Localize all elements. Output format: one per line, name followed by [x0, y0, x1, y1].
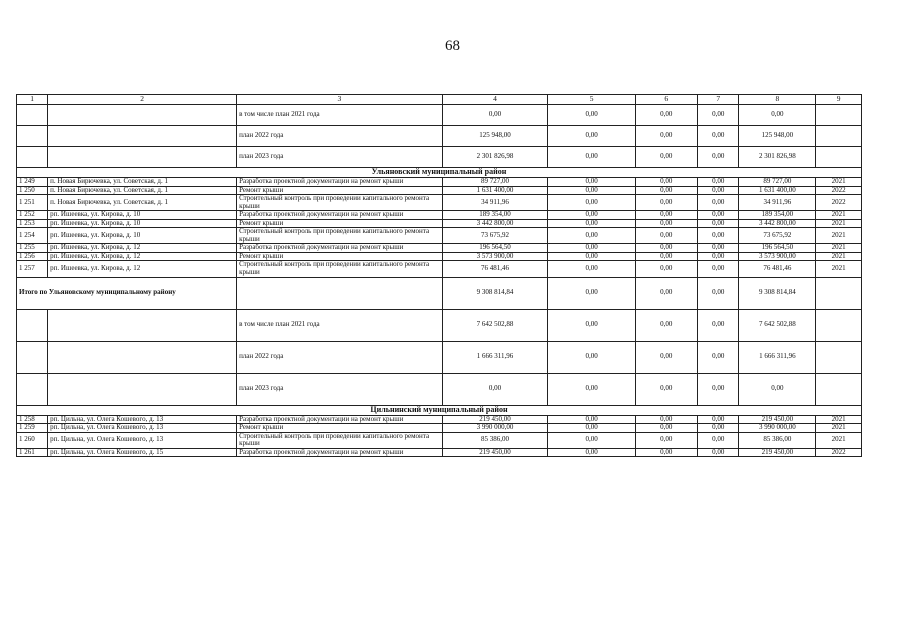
- plan-label: в том числе план 2021 года: [237, 105, 443, 126]
- work-type-cell: Строительный контроль при проведении капитального ремонта крыши: [237, 261, 443, 277]
- amount-cell: 0,00: [697, 178, 739, 187]
- amount-cell: 0,00: [635, 424, 697, 433]
- empty-cell: [17, 309, 48, 341]
- section-header-row: [17, 168, 862, 178]
- table-row: [17, 186, 862, 195]
- amount-cell: 0,00: [697, 252, 739, 261]
- amount-cell: 0,00: [697, 341, 739, 373]
- address-cell: рп. Ишеевка, ул. Кирова, д. 12: [48, 252, 237, 261]
- address-cell: п. Новая Бирючевка, ул. Советская, д. 1: [48, 186, 237, 195]
- page-number: 68: [445, 38, 460, 54]
- row-number: 1 251: [17, 195, 48, 211]
- amount-cell: 0,00: [442, 105, 548, 126]
- table-row: [17, 261, 862, 277]
- amount-cell: 196 564,50: [442, 244, 548, 253]
- amount-cell: 196 564,50: [739, 244, 816, 253]
- empty-cell: [48, 126, 237, 147]
- plan-label: план 2022 года: [237, 126, 443, 147]
- amount-cell: 0,00: [697, 373, 739, 405]
- header-cell: 6: [635, 95, 697, 105]
- amount-cell: 0,00: [697, 211, 739, 220]
- plan-row: [17, 309, 862, 341]
- amount-cell: 0,00: [548, 186, 635, 195]
- amount-cell: 0,00: [697, 228, 739, 244]
- work-type-cell: Строительный контроль при проведении капитального ремонта крыши: [237, 432, 443, 448]
- amount-cell: 0,00: [548, 195, 635, 211]
- table-body: [17, 95, 862, 457]
- amount-cell: 1 631 400,00: [739, 186, 816, 195]
- amount-cell: 0,00: [548, 105, 635, 126]
- amount-cell: 3 442 800,00: [442, 219, 548, 228]
- header-cell: 1: [17, 95, 48, 105]
- address-cell: рп. Цильна, ул. Олега Кошевого, д. 13: [48, 424, 237, 433]
- plan-row: [17, 126, 862, 147]
- row-number: 1 254: [17, 228, 48, 244]
- year-cell: 2022: [816, 195, 862, 211]
- amount-cell: 85 386,00: [442, 432, 548, 448]
- amount-cell: 7 642 502,88: [442, 309, 548, 341]
- amount-cell: 73 675,92: [739, 228, 816, 244]
- amount-cell: 125 948,00: [442, 126, 548, 147]
- table-row: [17, 415, 862, 424]
- amount-cell: 9 308 814,84: [739, 277, 816, 309]
- empty-cell: [816, 105, 862, 126]
- amount-cell: 0,00: [635, 228, 697, 244]
- amount-cell: 76 481,46: [442, 261, 548, 277]
- plan-row: [17, 147, 862, 168]
- work-type-cell: Ремонт крыши: [237, 219, 443, 228]
- empty-cell: [17, 105, 48, 126]
- amount-cell: 0,00: [697, 186, 739, 195]
- amount-cell: 0,00: [697, 244, 739, 253]
- year-cell: 2022: [816, 186, 862, 195]
- address-cell: рп. Цильна, ул. Олега Кошевого, д. 13: [48, 432, 237, 448]
- amount-cell: 0,00: [739, 373, 816, 405]
- amount-cell: 3 990 000,00: [739, 424, 816, 433]
- amount-cell: 0,00: [635, 126, 697, 147]
- total-row: [17, 277, 862, 309]
- amount-cell: 0,00: [635, 252, 697, 261]
- year-cell: 2021: [816, 219, 862, 228]
- header-cell: 4: [442, 95, 548, 105]
- amount-cell: 3 442 800,00: [739, 219, 816, 228]
- empty-cell: [816, 373, 862, 405]
- amount-cell: 0,00: [548, 309, 635, 341]
- address-cell: п. Новая Бирючевка, ул. Советская, д. 1: [48, 178, 237, 187]
- amount-cell: 0,00: [548, 244, 635, 253]
- amount-cell: 0,00: [697, 309, 739, 341]
- work-type-cell: Разработка проектной документации на ремонт крыши: [237, 178, 443, 187]
- amount-cell: 189 354,00: [442, 211, 548, 220]
- amount-cell: 0,00: [548, 277, 635, 309]
- repair-program-table: [16, 94, 862, 457]
- header-cell: 5: [548, 95, 635, 105]
- amount-cell: 0,00: [635, 178, 697, 187]
- table-row: [17, 252, 862, 261]
- empty-cell: [816, 126, 862, 147]
- table-row: [17, 219, 862, 228]
- amount-cell: 0,00: [635, 147, 697, 168]
- row-number: 1 258: [17, 415, 48, 424]
- amount-cell: 0,00: [548, 424, 635, 433]
- amount-cell: 0,00: [697, 415, 739, 424]
- work-type-cell: Строительный контроль при проведении капитального ремонта крыши: [237, 228, 443, 244]
- amount-cell: 0,00: [697, 126, 739, 147]
- header-cell: 9: [816, 95, 862, 105]
- amount-cell: 0,00: [548, 211, 635, 220]
- amount-cell: 0,00: [548, 228, 635, 244]
- amount-cell: 1 631 400,00: [442, 186, 548, 195]
- table-row: [17, 228, 862, 244]
- year-cell: 2021: [816, 432, 862, 448]
- table-row: [17, 432, 862, 448]
- work-type-cell: Разработка проектной документации на ремонт крыши: [237, 415, 443, 424]
- empty-cell: [48, 147, 237, 168]
- amount-cell: 0,00: [442, 373, 548, 405]
- year-cell: 2021: [816, 424, 862, 433]
- address-cell: рп. Ишеевка, ул. Кирова, д. 10: [48, 219, 237, 228]
- header-cell: 7: [697, 95, 739, 105]
- year-cell: 2021: [816, 178, 862, 187]
- amount-cell: 0,00: [548, 219, 635, 228]
- amount-cell: 0,00: [635, 211, 697, 220]
- empty-cell: [17, 126, 48, 147]
- row-number: 1 257: [17, 261, 48, 277]
- amount-cell: 1 666 311,96: [739, 341, 816, 373]
- plan-row: [17, 105, 862, 126]
- amount-cell: 0,00: [635, 415, 697, 424]
- table-row: [17, 244, 862, 253]
- work-type-cell: Ремонт крыши: [237, 186, 443, 195]
- work-type-cell: Разработка проектной документации на ремонт крыши: [237, 211, 443, 220]
- year-cell: 2021: [816, 211, 862, 220]
- amount-cell: 0,00: [635, 373, 697, 405]
- amount-cell: 0,00: [697, 261, 739, 277]
- empty-cell: [48, 105, 237, 126]
- row-number: 1 256: [17, 252, 48, 261]
- amount-cell: 0,00: [635, 219, 697, 228]
- empty-cell: [816, 309, 862, 341]
- amount-cell: 0,00: [635, 448, 697, 457]
- amount-cell: 0,00: [635, 432, 697, 448]
- row-number: 1 255: [17, 244, 48, 253]
- amount-cell: 0,00: [548, 432, 635, 448]
- row-number: 1 259: [17, 424, 48, 433]
- amount-cell: 0,00: [697, 448, 739, 457]
- empty-cell: [237, 277, 443, 309]
- year-cell: 2021: [816, 252, 862, 261]
- work-type-cell: Ремонт крыши: [237, 424, 443, 433]
- amount-cell: 7 642 502,88: [739, 309, 816, 341]
- address-cell: рп. Цильна, ул. Олега Кошевого, д. 15: [48, 448, 237, 457]
- amount-cell: 34 911,96: [442, 195, 548, 211]
- year-cell: 2021: [816, 228, 862, 244]
- empty-cell: [17, 373, 48, 405]
- amount-cell: 3 990 000,00: [442, 424, 548, 433]
- empty-cell: [48, 373, 237, 405]
- empty-cell: [816, 147, 862, 168]
- work-type-cell: Разработка проектной документации на ремонт крыши: [237, 448, 443, 457]
- row-number: 1 249: [17, 178, 48, 187]
- address-cell: рп. Ишеевка, ул. Кирова, д. 12: [48, 244, 237, 253]
- amount-cell: 0,00: [697, 147, 739, 168]
- amount-cell: 0,00: [635, 261, 697, 277]
- year-cell: 2021: [816, 261, 862, 277]
- empty-cell: [17, 147, 48, 168]
- empty-cell: [48, 341, 237, 373]
- amount-cell: 0,00: [635, 277, 697, 309]
- amount-cell: 89 727,00: [739, 178, 816, 187]
- address-cell: рп. Ишеевка, ул. Кирова, д. 12: [48, 261, 237, 277]
- year-cell: 2021: [816, 415, 862, 424]
- address-cell: п. Новая Бирючевка, ул. Советская, д. 1: [48, 195, 237, 211]
- year-cell: 2021: [816, 244, 862, 253]
- table-row: [17, 424, 862, 433]
- row-number: 1 261: [17, 448, 48, 457]
- header-cell: 3: [237, 95, 443, 105]
- amount-cell: 189 354,00: [739, 211, 816, 220]
- amount-cell: 0,00: [548, 178, 635, 187]
- amount-cell: 219 450,00: [442, 448, 548, 457]
- work-type-cell: Разработка проектной документации на ремонт крыши: [237, 244, 443, 253]
- plan-row: [17, 373, 862, 405]
- header-cell: 8: [739, 95, 816, 105]
- amount-cell: 0,00: [548, 147, 635, 168]
- total-label: Итого по Ульяновскому муниципальному району: [17, 277, 237, 309]
- amount-cell: 0,00: [548, 126, 635, 147]
- amount-cell: 0,00: [697, 219, 739, 228]
- amount-cell: 0,00: [635, 195, 697, 211]
- amount-cell: 89 727,00: [442, 178, 548, 187]
- section-title: Ульяновский муниципальный район: [17, 168, 862, 178]
- section-title: Цильнинский муниципальный район: [17, 405, 862, 415]
- empty-cell: [816, 277, 862, 309]
- amount-cell: 0,00: [697, 105, 739, 126]
- header-cell: 2: [48, 95, 237, 105]
- amount-cell: 2 301 826,98: [442, 147, 548, 168]
- work-type-cell: Строительный контроль при проведении капитального ремонта крыши: [237, 195, 443, 211]
- empty-cell: [816, 341, 862, 373]
- amount-cell: 0,00: [548, 415, 635, 424]
- amount-cell: 0,00: [635, 105, 697, 126]
- amount-cell: 0,00: [697, 432, 739, 448]
- amount-cell: 125 948,00: [739, 126, 816, 147]
- amount-cell: 76 481,46: [739, 261, 816, 277]
- empty-cell: [17, 341, 48, 373]
- plan-label: план 2023 года: [237, 147, 443, 168]
- row-number: 1 260: [17, 432, 48, 448]
- amount-cell: 0,00: [548, 373, 635, 405]
- table-row: [17, 195, 862, 211]
- amount-cell: 9 308 814,84: [442, 277, 548, 309]
- table-row: [17, 178, 862, 187]
- amount-cell: 0,00: [635, 244, 697, 253]
- table-row: [17, 211, 862, 220]
- amount-cell: 85 386,00: [739, 432, 816, 448]
- plan-label: в том числе план 2021 года: [237, 309, 443, 341]
- amount-cell: 0,00: [697, 424, 739, 433]
- empty-cell: [48, 309, 237, 341]
- amount-cell: 0,00: [635, 186, 697, 195]
- amount-cell: 2 301 826,98: [739, 147, 816, 168]
- amount-cell: 219 450,00: [442, 415, 548, 424]
- header-row: [17, 95, 862, 105]
- amount-cell: 0,00: [697, 195, 739, 211]
- amount-cell: 0,00: [548, 261, 635, 277]
- year-cell: 2022: [816, 448, 862, 457]
- amount-cell: 219 450,00: [739, 415, 816, 424]
- amount-cell: 34 911,96: [739, 195, 816, 211]
- amount-cell: 0,00: [548, 448, 635, 457]
- table-row: [17, 448, 862, 457]
- amount-cell: 219 450,00: [739, 448, 816, 457]
- amount-cell: 0,00: [635, 309, 697, 341]
- address-cell: рп. Цильна, ул. Олега Кошевого, д. 13: [48, 415, 237, 424]
- amount-cell: 0,00: [739, 105, 816, 126]
- plan-label: план 2022 года: [237, 341, 443, 373]
- section-header-row: [17, 405, 862, 415]
- amount-cell: 73 675,92: [442, 228, 548, 244]
- row-number: 1 250: [17, 186, 48, 195]
- row-number: 1 253: [17, 219, 48, 228]
- work-type-cell: Ремонт крыши: [237, 252, 443, 261]
- amount-cell: 3 573 900,00: [442, 252, 548, 261]
- row-number: 1 252: [17, 211, 48, 220]
- plan-row: [17, 341, 862, 373]
- amount-cell: 0,00: [548, 341, 635, 373]
- address-cell: рп. Ишеевка, ул. Кирова, д. 10: [48, 228, 237, 244]
- amount-cell: 0,00: [548, 252, 635, 261]
- plan-label: план 2023 года: [237, 373, 443, 405]
- address-cell: рп. Ишеевка, ул. Кирова, д. 10: [48, 211, 237, 220]
- amount-cell: 0,00: [635, 341, 697, 373]
- amount-cell: 3 573 900,00: [739, 252, 816, 261]
- amount-cell: 0,00: [697, 277, 739, 309]
- amount-cell: 1 666 311,96: [442, 341, 548, 373]
